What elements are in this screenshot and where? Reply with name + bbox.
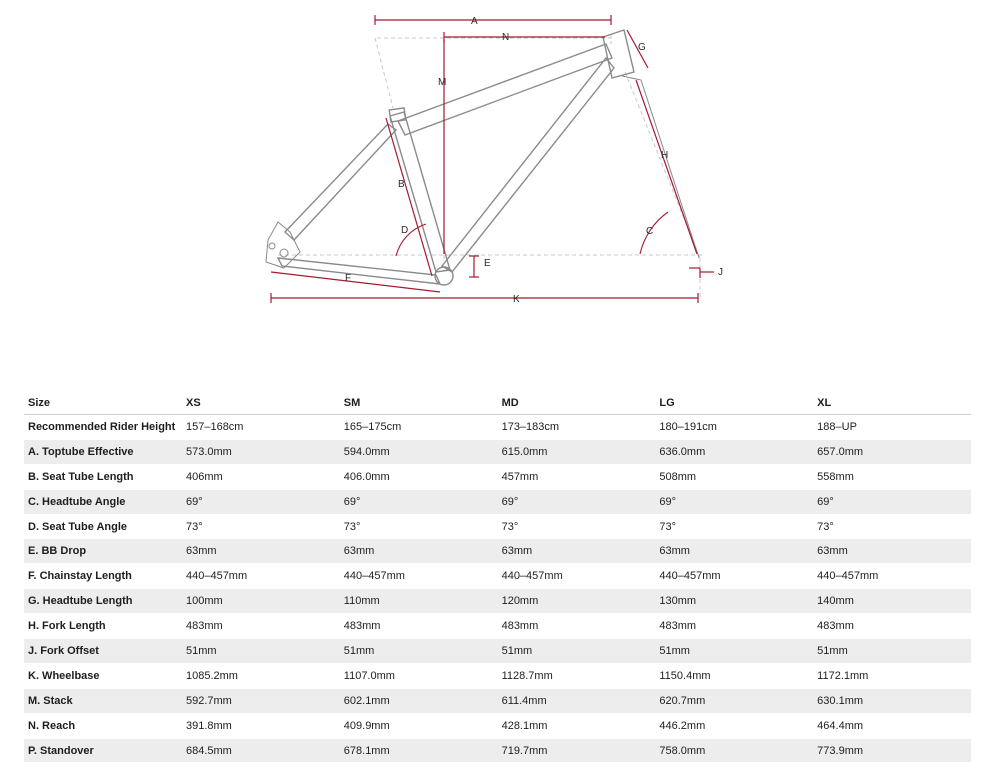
table-cell: 391.8mm [182, 713, 340, 738]
table-cell: 440–457mm [813, 564, 971, 589]
table-cell: 69° [813, 489, 971, 514]
table-cell: 678.1mm [340, 738, 498, 763]
table-cell: 611.4mm [498, 688, 656, 713]
table-row [24, 614, 971, 639]
label-d: D [401, 225, 409, 236]
table-cell: 483mm [655, 614, 813, 639]
table-cell: 483mm [182, 614, 340, 639]
header-md: MD [498, 392, 656, 415]
label-k: K [513, 294, 520, 305]
row-label: D. Seat Tube Angle [24, 514, 182, 539]
table-cell: 483mm [498, 614, 656, 639]
row-label: P. Standover [24, 738, 182, 763]
table-row [24, 415, 971, 440]
label-c: C [646, 226, 654, 237]
row-label: N. Reach [24, 713, 182, 738]
table-cell: 773.9mm [813, 738, 971, 763]
row-label: H. Fork Length [24, 614, 182, 639]
table-cell: 558mm [813, 464, 971, 489]
label-b: B [398, 179, 405, 190]
table-cell: 446.2mm [655, 713, 813, 738]
frame-geometry-diagram [0, 0, 1000, 340]
table-cell: 594.0mm [340, 439, 498, 464]
header-xs: XS [182, 392, 340, 415]
table-cell: 684.5mm [182, 738, 340, 763]
table-cell: 483mm [813, 614, 971, 639]
table-cell: 51mm [813, 639, 971, 664]
row-label: E. BB Drop [24, 539, 182, 564]
table-cell: 73° [498, 514, 656, 539]
table-cell: 464.4mm [813, 713, 971, 738]
row-label: K. Wheelbase [24, 663, 182, 688]
row-label: J. Fork Offset [24, 639, 182, 664]
table-cell: 440–457mm [182, 564, 340, 589]
table-row [24, 564, 971, 589]
table-row [24, 489, 971, 514]
table-row [24, 738, 971, 763]
label-n: N [502, 32, 510, 43]
row-label: G. Headtube Length [24, 589, 182, 614]
table-cell: 63mm [655, 539, 813, 564]
table-cell: 51mm [655, 639, 813, 664]
table-cell: 630.1mm [813, 688, 971, 713]
table-cell: 188–UP [813, 415, 971, 440]
table-cell: 440–457mm [655, 564, 813, 589]
table-cell: 120mm [498, 589, 656, 614]
table-cell: 1085.2mm [182, 663, 340, 688]
table-cell: 165–175cm [340, 415, 498, 440]
table-cell: 63mm [340, 539, 498, 564]
table-cell: 63mm [498, 539, 656, 564]
table-cell: 69° [655, 489, 813, 514]
table-row [24, 663, 971, 688]
table-cell: 157–168cm [182, 415, 340, 440]
dimension-labels [345, 16, 723, 305]
dimension-lines [271, 15, 714, 303]
table-row [24, 464, 971, 489]
table-cell: 51mm [498, 639, 656, 664]
table-cell: 636.0mm [655, 439, 813, 464]
header-sm: SM [340, 392, 498, 415]
label-j: J [718, 267, 723, 278]
table-row [24, 713, 971, 738]
table-cell: 100mm [182, 589, 340, 614]
table-cell: 573.0mm [182, 439, 340, 464]
row-label: Recommended Rider Height [24, 415, 182, 440]
table-cell: 110mm [340, 589, 498, 614]
bike-frame [266, 30, 699, 285]
table-cell: 657.0mm [813, 439, 971, 464]
table-cell: 719.7mm [498, 738, 656, 763]
table-cell: 130mm [655, 589, 813, 614]
label-g: G [638, 42, 646, 53]
table-cell: 63mm [813, 539, 971, 564]
table-cell: 51mm [182, 639, 340, 664]
table-cell: 180–191cm [655, 415, 813, 440]
table-row [24, 639, 971, 664]
table-cell: 457mm [498, 464, 656, 489]
table-cell: 140mm [813, 589, 971, 614]
table-cell: 409.9mm [340, 713, 498, 738]
table-cell: 428.1mm [498, 713, 656, 738]
table-cell: 440–457mm [498, 564, 656, 589]
table-cell: 1107.0mm [340, 663, 498, 688]
row-label: A. Toptube Effective [24, 439, 182, 464]
table-row [24, 439, 971, 464]
table-cell: 173–183cm [498, 415, 656, 440]
table-cell: 73° [813, 514, 971, 539]
table-cell: 758.0mm [655, 738, 813, 763]
label-f: F [345, 273, 352, 284]
table-cell: 73° [655, 514, 813, 539]
table-cell: 406.0mm [340, 464, 498, 489]
label-h: H [661, 150, 669, 161]
table-row [24, 514, 971, 539]
table-cell: 69° [340, 489, 498, 514]
row-label: C. Headtube Angle [24, 489, 182, 514]
table-cell: 51mm [340, 639, 498, 664]
table-row [24, 688, 971, 713]
label-a: A [471, 16, 478, 27]
header-xl: XL [813, 392, 971, 415]
table-row [24, 589, 971, 614]
header-lg: LG [655, 392, 813, 415]
header-row [24, 392, 971, 415]
table-cell: 483mm [340, 614, 498, 639]
table-cell: 1128.7mm [498, 663, 656, 688]
table-cell: 406mm [182, 464, 340, 489]
label-m: M [438, 77, 447, 88]
table-cell: 592.7mm [182, 688, 340, 713]
label-e: E [484, 258, 491, 269]
table-cell: 63mm [182, 539, 340, 564]
table-cell: 602.1mm [340, 688, 498, 713]
table-cell: 615.0mm [498, 439, 656, 464]
table-cell: 73° [340, 514, 498, 539]
table-cell: 440–457mm [340, 564, 498, 589]
table-cell: 73° [182, 514, 340, 539]
table-cell: 1150.4mm [655, 663, 813, 688]
geometry-table [24, 392, 971, 763]
geometry-table-header [24, 392, 971, 415]
table-cell: 69° [498, 489, 656, 514]
row-label: M. Stack [24, 688, 182, 713]
table-cell: 69° [182, 489, 340, 514]
table-cell: 620.7mm [655, 688, 813, 713]
table-cell: 1172.1mm [813, 663, 971, 688]
geometry-table-body [24, 415, 971, 763]
row-label: F. Chainstay Length [24, 564, 182, 589]
header-size: Size [24, 392, 182, 415]
row-label: B. Seat Tube Length [24, 464, 182, 489]
table-cell: 508mm [655, 464, 813, 489]
table-row [24, 539, 971, 564]
